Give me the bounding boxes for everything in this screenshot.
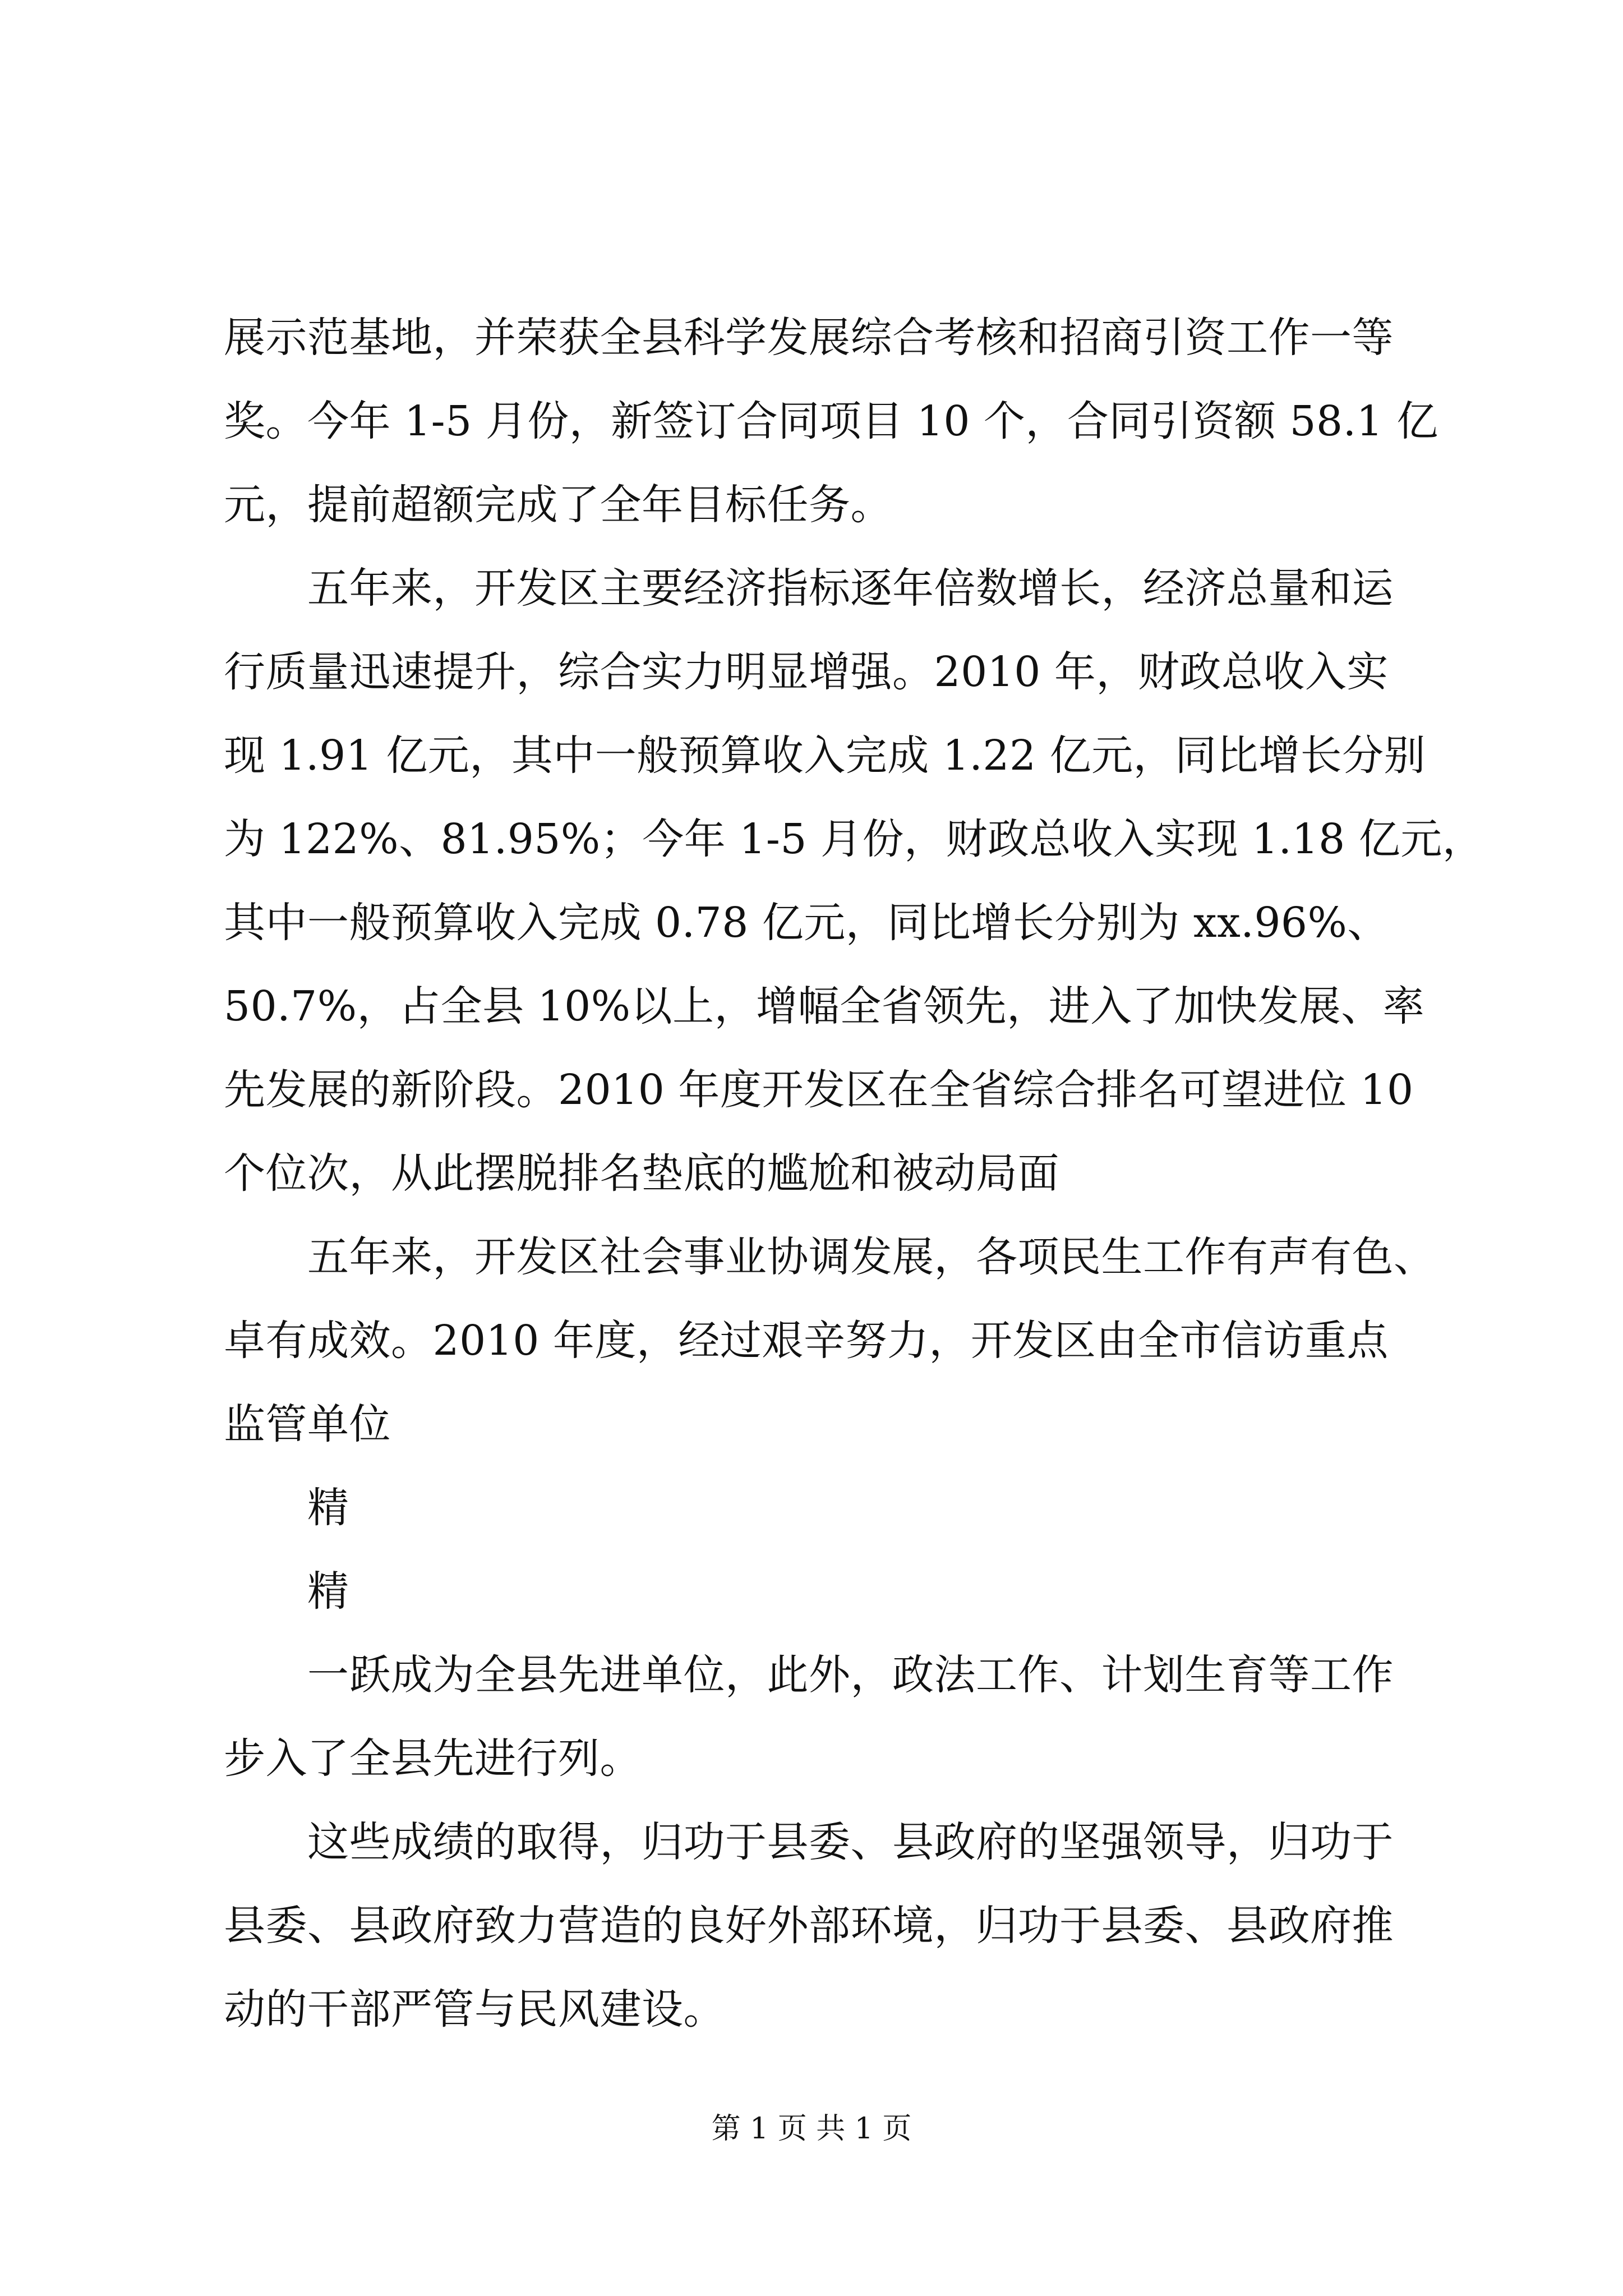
text-line: 为 122%、81.95%；今年 1-5 月份，财政总收入实现 1.18 亿元， — [224, 815, 1484, 863]
text-line: 行质量迅速提升，综合实力明显增强。2010 年，财政总收入实 — [224, 648, 1389, 696]
text-line: 五年来，开发区主要经济指标逐年倍数增长，经济总量和运 — [224, 564, 1394, 613]
text-line: 精 — [224, 1484, 349, 1532]
text-line: 一跃成为全县先进单位，此外，政法工作、计划生育等工作 — [224, 1651, 1394, 1699]
text-line: 元，提前超额完成了全年目标任务。 — [224, 481, 892, 529]
text-line: 这些成绩的取得，归功于县委、县政府的坚强领导，归功于 — [224, 1818, 1394, 1866]
text-line: 步入了全县先进行列。 — [224, 1734, 642, 1783]
text-line: 展示范基地，并荣获全县科学发展综合考核和招商引资工作一等 — [224, 314, 1394, 362]
page-footer — [0, 2109, 1623, 2148]
text-line: 奖。今年 1-5 月份，新签订合同项目 10 个，合同引资额 58.1 亿 — [224, 397, 1438, 445]
text-line: 先发展的新阶段。2010 年度开发区在全省综合排名可望进位 10 — [224, 1066, 1414, 1114]
text-line: 县委、县政府致力营造的良好外部环境，归功于县委、县政府推 — [224, 1902, 1394, 1950]
page-number: 第 1 页 共 1 页 — [711, 2112, 912, 2146]
text-line: 卓有成效。2010 年度，经过艰辛努力，开发区由全市信访重点 — [224, 1317, 1389, 1365]
text-line: 动的干部严管与民风建设。 — [224, 1985, 725, 2033]
text-line: 50.7%，占全县 10%以上，增幅全省领先，进入了加快发展、率 — [224, 982, 1425, 1030]
text-line: 现 1.91 亿元，其中一般预算收入完成 1.22 亿元，同比增长分别 — [224, 731, 1426, 780]
text-line: 监管单位 — [224, 1400, 391, 1448]
text-line: 五年来，开发区社会事业协调发展，各项民生工作有声有色、 — [224, 1233, 1436, 1281]
document-body — [224, 296, 1484, 2051]
text-line: 精 — [224, 1567, 349, 1616]
text-line: 个位次，从此摆脱排名垫底的尴尬和被动局面 — [224, 1149, 1059, 1198]
text-line: 其中一般预算收入完成 0.78 亿元，同比增长分别为 xx.96%、 — [224, 899, 1389, 947]
